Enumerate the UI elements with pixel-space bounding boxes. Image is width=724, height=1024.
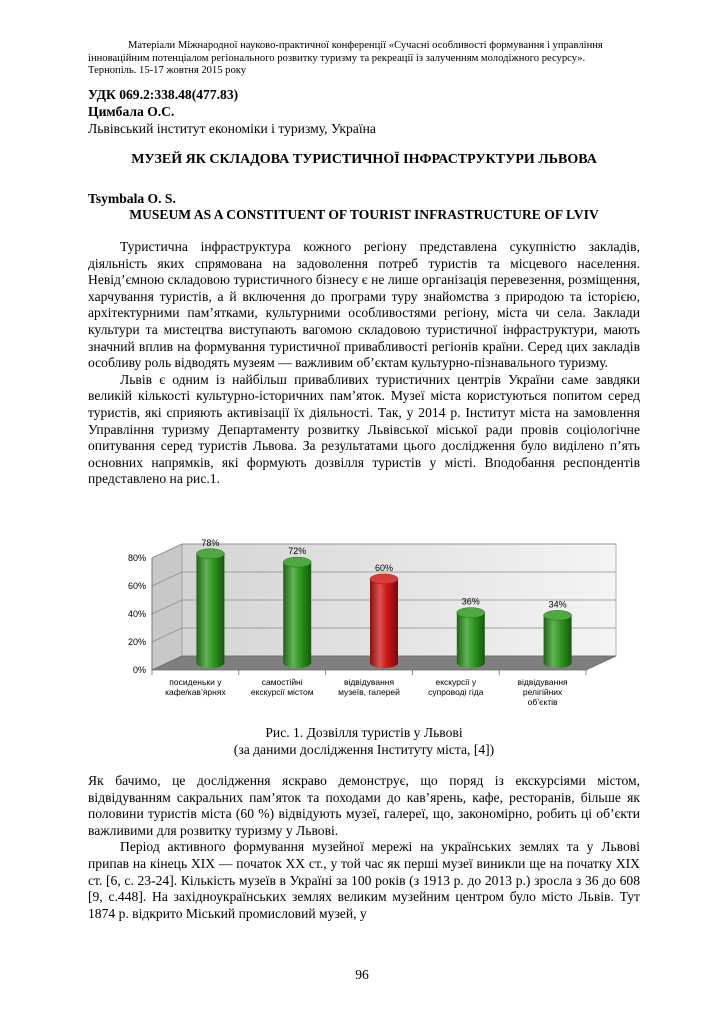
body-text-before-figure [88,239,640,488]
article-title-en: MUSEUM AS A CONSTITUENT OF TOURIST INFRASTRUCTURE OF LVIV [129,207,599,222]
conference-header [88,40,640,78]
bar-cylinder-top [370,574,398,584]
figure-caption [88,724,640,758]
data-label: 72% [288,546,307,557]
paragraph: Як бачимо, це дослідження яскраво демонструє, що поряд із екскурсіями містом, відвідуванням сакральних пам’яток та походами до кав’ярень, кафе, ресторанів, більше як половини туристів міста (60 %) відвідують музеї, галереї, що, закономірно, робить ці об’єкти важливими для розвитку туризму у Львові. [88,773,640,838]
udc-code: УДК 069.2:338.48(477.83) [88,87,239,102]
data-label: 60% [374,563,394,573]
bar-cylinder [283,562,311,668]
article-title-ua: МУЗЕЙ ЯК СКЛАДОВА ТУРИСТИЧНОЇ ІНФРАСТРУКТУРИ ЛЬВОВА [131,152,597,167]
y-tick-label: 80% [127,553,146,563]
y-tick-label: 20% [127,637,146,647]
figure-chart [96,526,626,720]
paragraph: Період активного формування музейної мережі на українських землях та у Львові припав на кінець XIX — початок XX ст., у той час як перші музеї виникли ще на початку XIX ст. [6, с. 23-24]. Кількість музеїв в Україні за 100 років (з 1913 р. до 2013 р.) зросла з 36 до 608 [9, с.448]. На західноукраїнських землях великим музейним центром було місто Львів. Тут 1874 р. відкрито Міський промисловий музей, у [88,839,640,921]
bar-cylinder [370,579,398,668]
bar-cylinder-top [283,557,311,567]
conference-line: Матеріали Міжнародної науково-практичної конференції «Сучасні особливості формування і управління [128,40,603,51]
bar-cylinder-top [544,610,572,620]
caption-source: (за даними дослідження Інституту міста, [4]) [233,742,495,757]
bar-cylinder [196,554,224,668]
bar-cylinder-top [196,549,224,559]
paragraph: Туристична інфраструктура кожного регіону представлена сукупністю закладів, діяльність яких спрямована на задоволення потреб туристів та місцевого населення. Невід’ємною складовою туристичного бізнесу є не лише організація перевезення, розміщення, харчування туристів, а й включення до програми туру знайомства з природою та історією, архітектурними пам’ятками, культурними особливостями регіону, міста чи села. Заклади культури та мистецтва виступають вагомою складовою туристичної інфраструктури, мають значний вплив на формування туристичної привабливості регіонів країни. Серед цих закладів особливу роль відводять музеям — важливим об’єктам культурно-пізнавального туризму. [88,239,640,371]
author-en: Tsymbala O. S. [88,191,176,206]
category-label: відвідування релігійних об’єктів [517,677,568,707]
category-label: екскурсії у супроводі гіда [428,677,484,697]
bar-chart-3d [96,526,626,720]
category-label: відвідування музеїв, галерей [338,677,400,697]
y-tick-label: 60% [127,581,146,591]
y-tick-label: 40% [127,609,146,619]
affiliation: Львівський інститут економіки і туризму, Україна [88,121,376,136]
data-label: 34% [548,599,567,610]
bar-cylinder [457,613,485,668]
category-label: посиденьки у кафе/кав’ярнях [165,677,226,697]
paragraph: Львів є одним із найбільш привабливих туристичних центрів України саме завдяки великій кількості культурно-історичних пам’яток. Музеї міста користуються попитом серед туристів, які сприяють активізації їх діяльності. Так, у 2014 р. Інститут міста на замовлення Управління туризму Департаменту розвитку Львівської міської ради провів соціологічне опитування серед туристів Львова. За результатами цього дослідження було виділено п’ять основних напрямків, які формують дозвілля туристів у місті. Вподобання респондентів представлено на рис.1. [88,371,640,487]
author-ua: Цимбала О.С. [88,104,175,119]
y-tick-label: 0% [132,665,146,675]
body-text-after-figure [88,773,640,922]
bar-cylinder [544,615,572,668]
article-meta [88,86,648,137]
conference-line: Тернопіль. 15-17 жовтня 2015 року [88,65,247,77]
bar-cylinder-top [457,608,485,618]
conference-line: інноваційним потенціалом регіонального розвитку туризму та рекреації із залученням молодіжного ресурсу». [88,52,586,64]
category-label: самостійні екскурсії містом [250,677,314,697]
page-number: 96 [355,967,369,982]
caption-title: Рис. 1. Дозвілля туристів у Львові [265,725,463,740]
data-label: 78% [201,537,220,548]
data-label: 36% [461,596,480,607]
